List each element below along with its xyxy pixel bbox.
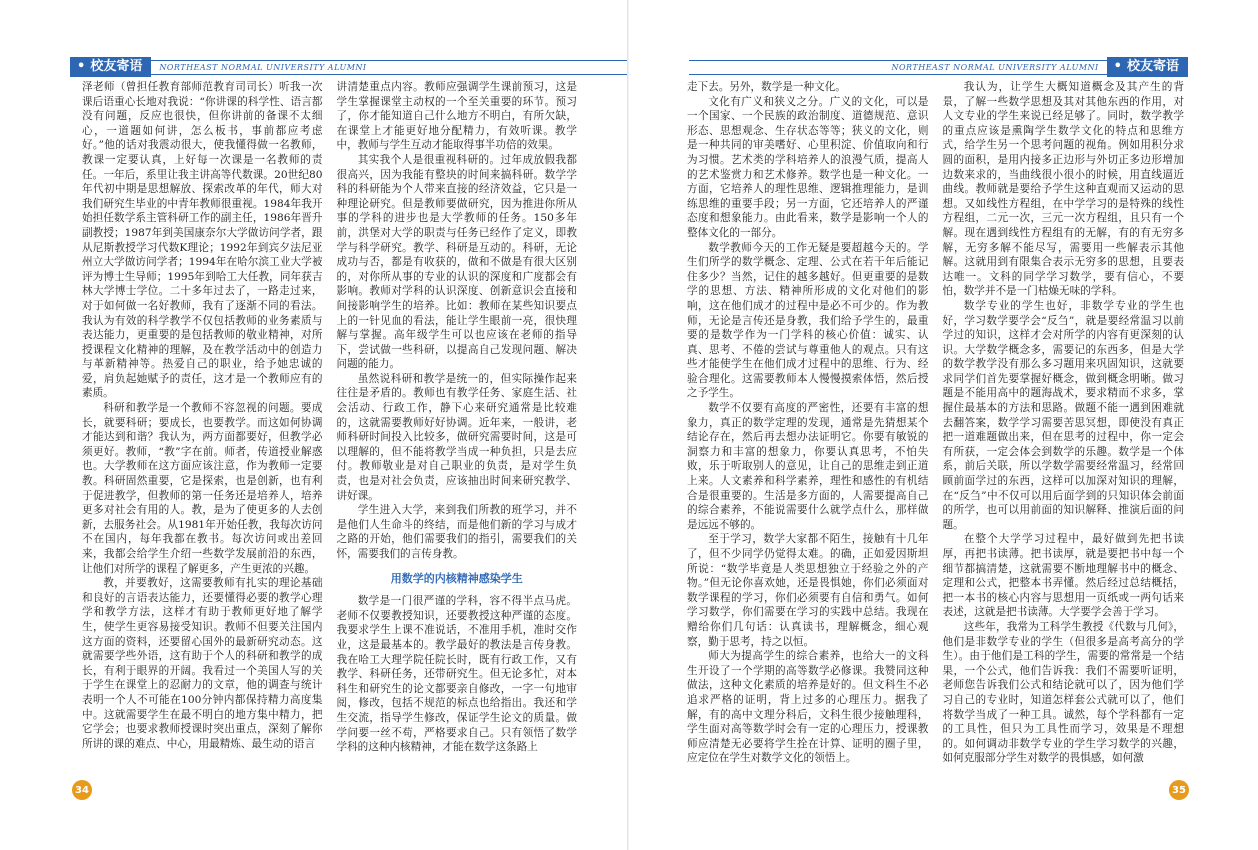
- paragraph: 走下去。另外，数学是一种文化。: [687, 81, 846, 93]
- paragraph: 泽老师（曾担任教育部师范教育司司长）听我一次课后语重心长地对我说：“你讲课的科学性、语言都没有问题，反应也很快，但你讲前的备课不太细心，一道题如何讲，怎么板书，事前都应考虑好。”他的话对我震动很大，使我懂得做一名教师，教课一定要认真，上好每一次课是一名教师的责任。一年后，系里让我主讲高等代数课。20世纪80年代初中期是思想解放、探索改革的年代，师大对我们研究生毕业的中青年教师很重视。1984年我开始担任数学系主管科研工作的副主任，1986年晋升副教授；1987年到美国康奈尔大学做访问学者，跟从尼斯教授学习代数K理论；1992年到宾夕法尼亚州立大学做访问学者；1994年在哈尔滨工业大学被评为博士生导师；1995年到哈工大任教，同年获吉林大学博士学位。二十多年过去了，一路走过来，对于如何做一名好教师，我有了逐渐不同的看法。我认为有效的科学教学不仅包括教师的业务素质与表达能力，更重要的是包括教师的敬业精神，对所授课程文化精神的理解，及在教学活动中的创造力与革新精神等。热爱自己的职业，给予她忠诚的爱，肩负起她赋予的责任，这才是一个教师应有的素质。: [82, 81, 323, 400]
- paragraph: 数学专业的学生也好，非数学专业的学生也好，学习数学要学会“反刍”，就是要经常温习以前学过的知识，这样才会对所学的内容有更深刻的认识。大学数学概念多，需要记的东西多，但是大学的数学教学没有那么多习题用来巩固知识，这就要求同学们首先要掌握好概念，做到概念明晰。做习题是不能用高中的题海战术，要求精而不求多，掌握住最基本的方法和思路。做题不能一遇到困难就去翻答案，数学学习需要苦思冥想，即使没有真正把一道难题做出来，但在思考的过程中，你一定会有所获，一定会体会到数学的乐趣。数学是一个体系，前后关联，所以学数学需要经常温习，经常回顾前面学过的东西，这样可以加深对知识的理解，在“反刍”中不仅可以用后面学到的只知识体会前面的所学，也可以用前面的知识解释、推演后面的问题。: [942, 299, 1184, 531]
- paragraph: 至于学习，数学大家都不陌生，接触有十几年了，但不少同学仍觉得太难。的确，正如爱因斯坦所说：“数学毕竟是人类思想独立于经验之外的产物。”但无论你喜欢她，还是畏惧她，你们必须面对数学课程的学习，你们必须要有自信和勇气。如何学习数学，你们需要在学习的实践中总结。我现在赠给你们几句话：认真读书，理解概念，细心观察，勤于思考，持之以恒。: [687, 533, 929, 648]
- paragraph: 虽然说科研和教学是统一的，但实际操作起来往往是矛盾的。教师也有教学任务、家庭生活、社会活动、行政工作，静下心来研究通常是比较难的，这就需要教师好好协调。近年来，一般讲，老师科研时间投入比较多，做研究需要时间，这是可以理解的，但不能将教学当成一种负担，只是去应付。教师敬业是对自己职业的负责，是对学生负责，也是对社会负责，应该抽出时间来研究教学、讲好课。: [336, 372, 577, 502]
- section-badge: [70, 57, 151, 77]
- bullet-icon: •: [77, 59, 86, 74]
- right-column-1: [687, 80, 929, 780]
- masthead-text: NORTHEAST NORMAL UNIVERSITY ALUMNI: [891, 62, 1099, 72]
- left-column-1: [82, 80, 323, 780]
- right-page: [629, 0, 1258, 850]
- page-header-left: [70, 57, 629, 77]
- paragraph: 我认为，让学生大概知道概念及其产生的背景，了解一些数学思想及其对其他东西的作用，对人文专业的学生来说已经足够了。同时，数学教学的重点应该是熏陶学生数学文化的特点和思维方式，给学生另一个思考问题的视角。例如用积分求圆的面积，是用内接多正边形与外切正多边形增加边数来求的，当曲线很小很小的时候，用直线逼近曲线。教师就是要给予学生这种直观而又运动的思想。又如线性方程组，在中学学习的是特殊的线性方程组，二元一次，三元一次方程组，且只有一个解。现在遇到线性方程组有的无解，有的有无穷多解，无穷多解不能尽写，需要用一些解表示其他解。这就用到有限集合表示无穷多的思想，且要表达唯一。文科的同学学习数学，要有信心，不要怕，数学并不是一门枯燥无味的学科。: [942, 81, 1184, 298]
- paragraph: 其实我个人是很重视科研的。过年成放假我都很高兴，因为我能有整块的时间来搞科研。数学学科的科研能为个人带来直接的经济效益，它只是一种理论研究。但是教师要做研究，因为推进你所从事的学科的进步也是大学教师的任务。150多年前，洪堡对大学的职责与任务已经作了定义，即教学与科学研究。教学、科研是互动的。科研，无论成功与否，都是有收获的，做和不做是有很大区别的，对你所从事的专业的认识的深度和广度都会有影响。教师对学科的认识深度、创新意识会直接和间接影响学生的培养。比如：教师在某些知识要点上的一针见血的看法，能让学生眼前一亮，很快理解与掌握。高年级学生可以也应该在老师的指导下，尝试做一些科研，以提高自己发现问题、解决问题的能力。: [336, 153, 577, 371]
- section-subheading: 用数学的内核精神感染学生: [390, 571, 523, 585]
- section-label: 校友寄语: [1126, 59, 1179, 74]
- right-columns: [687, 80, 1184, 780]
- page-number-left: 34: [72, 780, 92, 800]
- section-badge: [1107, 57, 1188, 77]
- header-rule: [689, 60, 1107, 75]
- paragraph: 科研和教学是一个教师不容忽视的问题。要成长，就要科研；要成长，也要教学。而这如何协调才能达到和谐？我认为，两方面都要好，但教学必须更好。教师，“教”字在前。师者，传道授业解惑也。大学教师在这方面应该注意，作为教师一定要教。科研固然重要，它是探索，也是创新，也有利于促进教学，但教师的第一任务还是培养人，培养更多对社会有用的人。教，是为了使更多的人去创新，去服务社会。从1981年开始任教，我每次访问不在国内，每年我都在教书。每次访问或出差回来，我都会给学生介绍一些数学发展前沿的东西，让他们对所学的课程了解更多，产生更浓的兴趣。: [82, 402, 323, 575]
- paragraph: 在整个大学学习过程中，最好做到先把书读厚，再把书读薄。把书读厚，就是要把书中每一个细节都搞清楚，这就需要不断地理解书中的概念、定理和公式，把整本书弄懂。然后经过总结概括，把一本书的核心内容与思想用一页纸或一两句话来表述，这就是把书读薄。大学要学会善于学习。: [942, 533, 1184, 619]
- paragraph: 师大为提高学生的综合素养，也给大一的文科生开设了一个学期的高等数学必修课。我赞同这种做法，这种文化素质的培养是好的。但文科生不必追求严格的证明，背上过多的心理压力。据我了解，有的高中文理分科后，文科生很少接触理科，学生面对高等数学时会有一定的心理压力，授课教师应清楚无必要将学生拴在计算、证明的圈子里，应定位在学生对数学文化的领悟上。: [687, 650, 929, 765]
- section-label: 校友寄语: [90, 59, 143, 74]
- paragraph: 讲清楚重点内容。教师应强调学生课前预习，这是学生掌握课堂主动权的一个至关重要的环节。预习了，你才能知道自己什么地方不明白，有所欠缺，在课堂上才能更好地分配精力，有效听课。教学中，教师与学生互动才能取得事半功倍的效果。: [336, 81, 577, 152]
- paragraph: 数学教师今天的工作无疑是要超越今天的。学生们所学的数学概念、定理、公式在若干年后能记住多少？当然，记住的越多越好。但更重要的是数学的思想、方法、精神所形成的文化对他们的影响，这在他们成才的过程中是必不可少的。作为教师，无论是言传还是身教，我们给予学生的，最重要的是数学作为一门学科的核心价值：诚实、认真、思考、不倦的尝试与尊重他人的观点。只有这些才能使学生在他们成才过程中的思维、行为、经验合理化。这需要教师本人慢慢摸索体悟，然后授之予学生。: [687, 241, 929, 400]
- paragraph: 教，并要教好，这需要教师有扎实的理论基础和良好的言语表达能力，还要懂得必要的教学心理学和教学方法，这样才有助于教师更好地了解学生，使学生更容易接受知识。教师不但要关注国内这方面的资料，还要留心国外的最新研究动态。这就需要学些外语，这有助于个人的科研和教学的成长，有利于眼界的开阔。我看过一个美国人写的关于学生在课堂上的忍耐力的文章，他的调查与统计表明一个人不可能在100分钟内都保持精力高度集中。这就需要学生在最不明白的地方集中精力，把它学会；也要求教师授课时突出重点，深刻了解你所讲的课的难点、中心，用最精炼、最生动的语言: [82, 577, 323, 750]
- masthead-text: NORTHEAST NORMAL UNIVERSITY ALUMNI: [159, 62, 367, 72]
- page-number-right: 35: [1169, 780, 1189, 800]
- left-columns: [82, 80, 577, 780]
- left-column-2: [337, 80, 578, 780]
- paragraph: 学生进入大学，来到我们所教的班学习，并不是他们人生命斗的终结，而是他们新的学习与成才之路的开始，他们需要我们的指引，需要我们的关怀，需要我们的言传身教。: [336, 504, 577, 560]
- paragraph: 数学是一门很严谨的学科，容不得半点马虎。老师不仅要教授知识，还要教授这种严谨的态度。我要求学生上课不准说话，不准用手机，准时交作业，这是最基本的。教学最好的教法是言传身教。我在哈工大理学院任院长时，既有行政工作，又有教学、科研任务，还带研究生。但无论多忙，对本科生和研究生的论文都要亲自修改，一字一句地审阅，修改，包括不规范的标点也给指出。我还和学生交流，指导学生修改，保证学生论文的质量。做学问要一丝不苟，严格要求自己。只有领悟了数学学科的这种内核精神，才能在数学这条路上: [336, 595, 577, 754]
- paragraph: 文化有广义和狭义之分。广义的文化，可以是一个国家、一个民族的政治制度、道德规范、意识形态、思想观念、生存状态等等；狭义的文化，则是一种共同的审美嗜好、心里积淀、价值取向和行为习惯。艺术类的学科培养人的浪漫气质，提高人的艺术鉴赏力和艺术修养。数学也是一种文化。一方面，它培养人的理性思维、逻辑推理能力，是训练思维的重要手段；另一方面，它还培养人的严谨态度和想象能力。由此看来，数学是影响一个人的整体文化的一部分。: [687, 95, 929, 239]
- paragraph: 数学不仅要有高度的严密性，还要有丰富的想象力，真正的数学定理的发现，通常是先猜想某个结论存在，然后再去想办法证明它。你要有敏锐的洞察力和丰富的想象力，你要认真思考，不怕失败，乐于听取别人的意见，让自己的思维走到正道上来。人文素养和科学素养，理性和感性的有机结合是很重要的。生活是多方面的，人需要提高自己的综合素养，不能说需要什么就学点什么，那样做是远远不够的。: [687, 402, 929, 531]
- right-column-2: [943, 80, 1185, 780]
- header-rule: [151, 60, 629, 75]
- bullet-icon: •: [1113, 59, 1122, 74]
- paragraph: 这些年，我常为工科学生教授《代数与几何》，他们是非数学专业的学生（但很多是高考高分的学生）。由于他们是工科的学生，需要的常常是一个结果，一个公式，他们告诉我：我们不需要听证明，老师您告诉我们公式和结论就可以了，因为他们学习自己的专业时，知道怎样套公式就可以了，他们将数学当成了一种工具。诚然，每个学科都有一定的工具性，但只为工具性而学习，效果是不理想的。如何调动非数学专业的学生学习数学的兴趣，如何克服部分学生对数学的畏惧感，如何激: [942, 620, 1184, 765]
- page-header-right: [689, 57, 1188, 77]
